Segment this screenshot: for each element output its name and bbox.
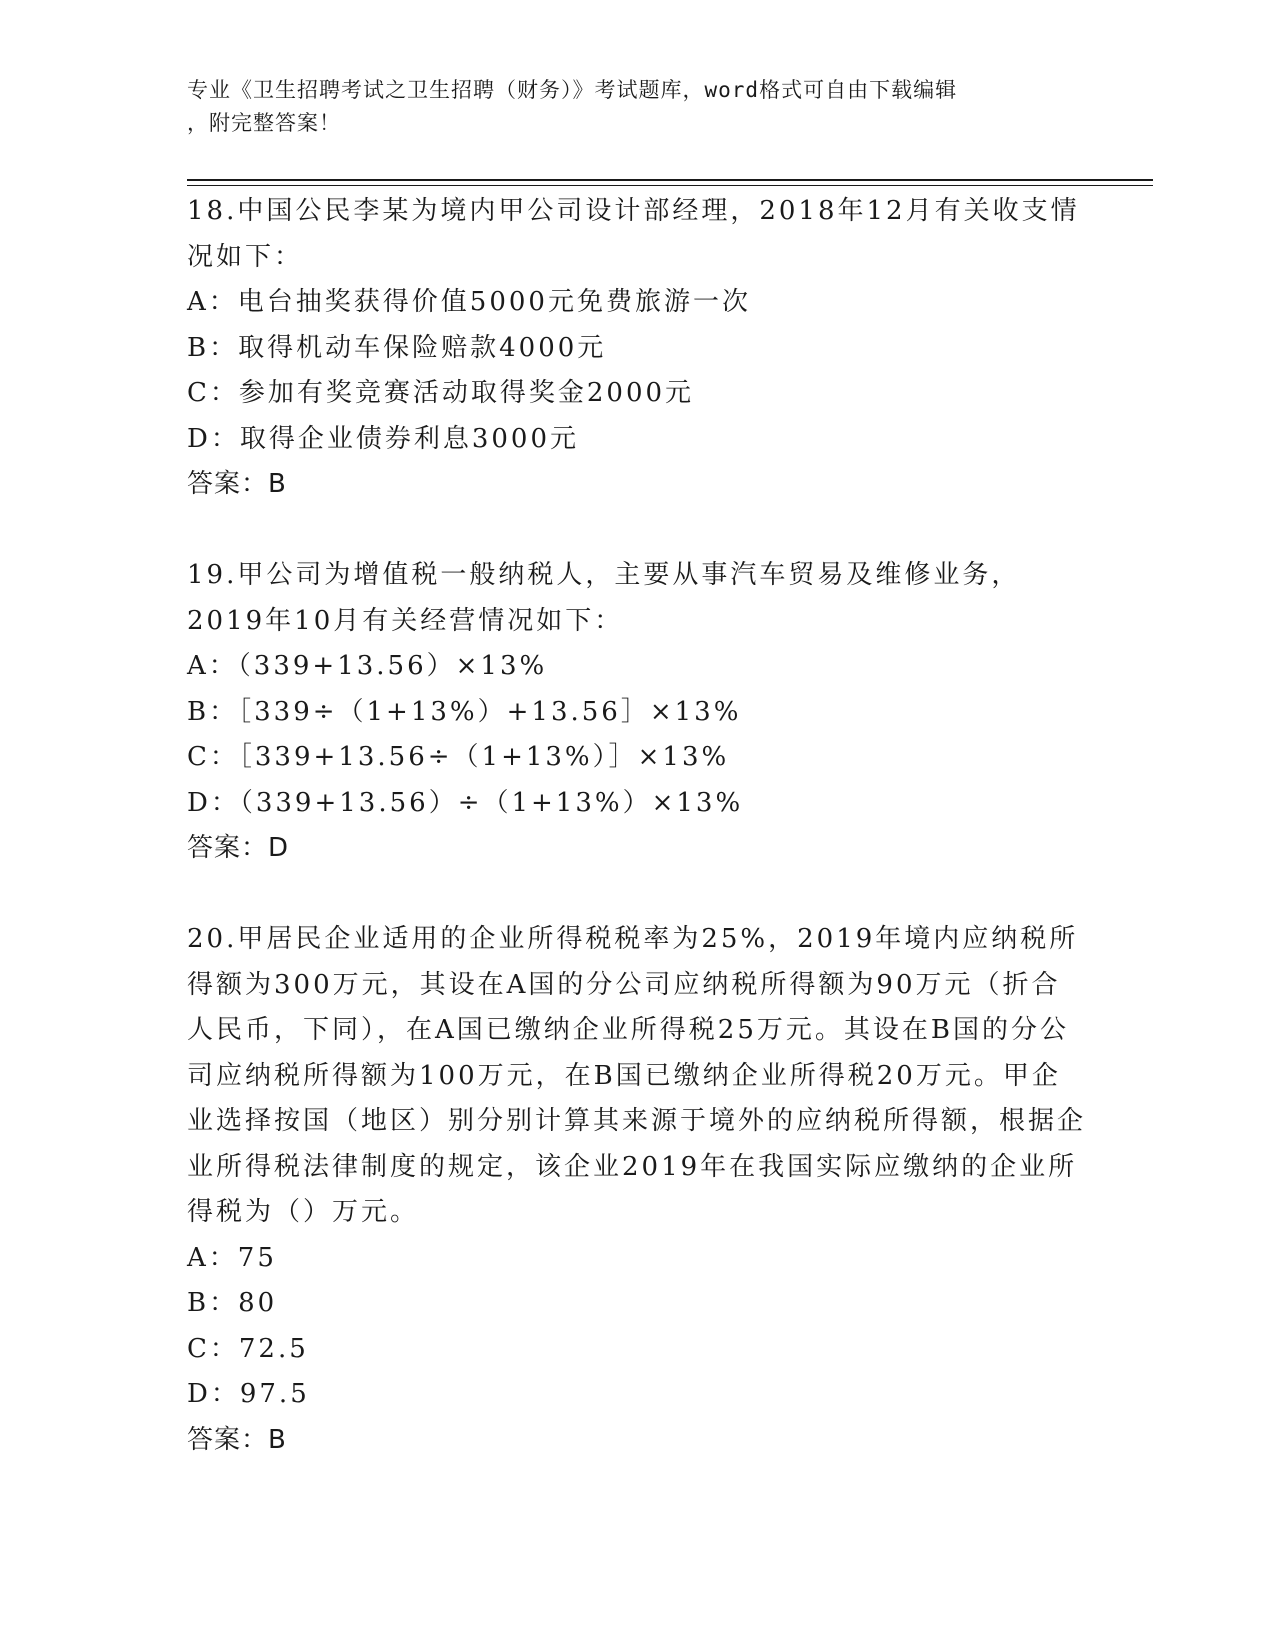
question-stem: 20.甲居民企业适用的企业所得税税率为25%，2019年境内应纳税所得额为300万元，其设在A国的分公司应纳税所得额为90万元（折合人民币，下同），在A国已缴纳企业所得税25万元。其设在B国的分公司应纳税所得额为100万元，在B国已缴纳企业所得税20万元。甲企业选择按国（地区）别分别计算其来源于境外的应纳税所得额，根据企业所得税法律制度的规定，该企业2019年在我国实际应缴纳的企业所得税为（）万元。 <box>187 924 1087 1227</box>
option-a: A：（339+13.56）×13% <box>187 651 548 681</box>
question-stem: 18.中国公民李某为境内甲公司设计部经理，2018年12月有关收支情况如下： <box>187 196 1080 272</box>
question-20 <box>187 917 1087 1463</box>
option-b: B：取得机动车保险赔款4000元 <box>187 332 607 363</box>
header-divider-thin <box>187 185 1153 186</box>
document-header <box>187 74 1067 140</box>
question-18 <box>187 189 1087 508</box>
option-b: B：80 <box>187 1288 278 1318</box>
option-a: A：电台抽奖获得价值5000元免费旅游一次 <box>187 287 751 317</box>
option-c: C：［339+13.56÷（1+13%）］×13% <box>187 742 730 772</box>
option-b: B：［339÷（1+13%）+13.56］×13% <box>187 696 742 727</box>
question-19 <box>187 553 1087 872</box>
option-a: A：75 <box>187 1242 277 1273</box>
option-d: D：取得企业债券利息3000元 <box>187 423 580 454</box>
option-c: C：72.5 <box>187 1333 309 1364</box>
question-stem: 19.甲公司为增值税一般纳税人，主要从事汽车贸易及维修业务，2019年10月有关经营情况如下： <box>187 560 1021 636</box>
answer-line: 答案：D <box>187 833 290 863</box>
option-d: D：（339+13.56）÷（1+13%）×13% <box>187 787 744 818</box>
header-divider-thick <box>187 179 1153 181</box>
option-d: D：97.5 <box>187 1379 310 1409</box>
header-line-2: ，附完整答案！ <box>187 111 341 135</box>
option-c: C：参加有奖竞赛活动取得奖金2000元 <box>187 378 695 408</box>
header-line-1: 专业《卫生招聘考试之卫生招聘（财务）》考试题库，word格式可自由下载编辑 <box>187 78 958 102</box>
answer-line: 答案：B <box>187 469 287 499</box>
answer-line: 答案：B <box>187 1424 287 1455</box>
